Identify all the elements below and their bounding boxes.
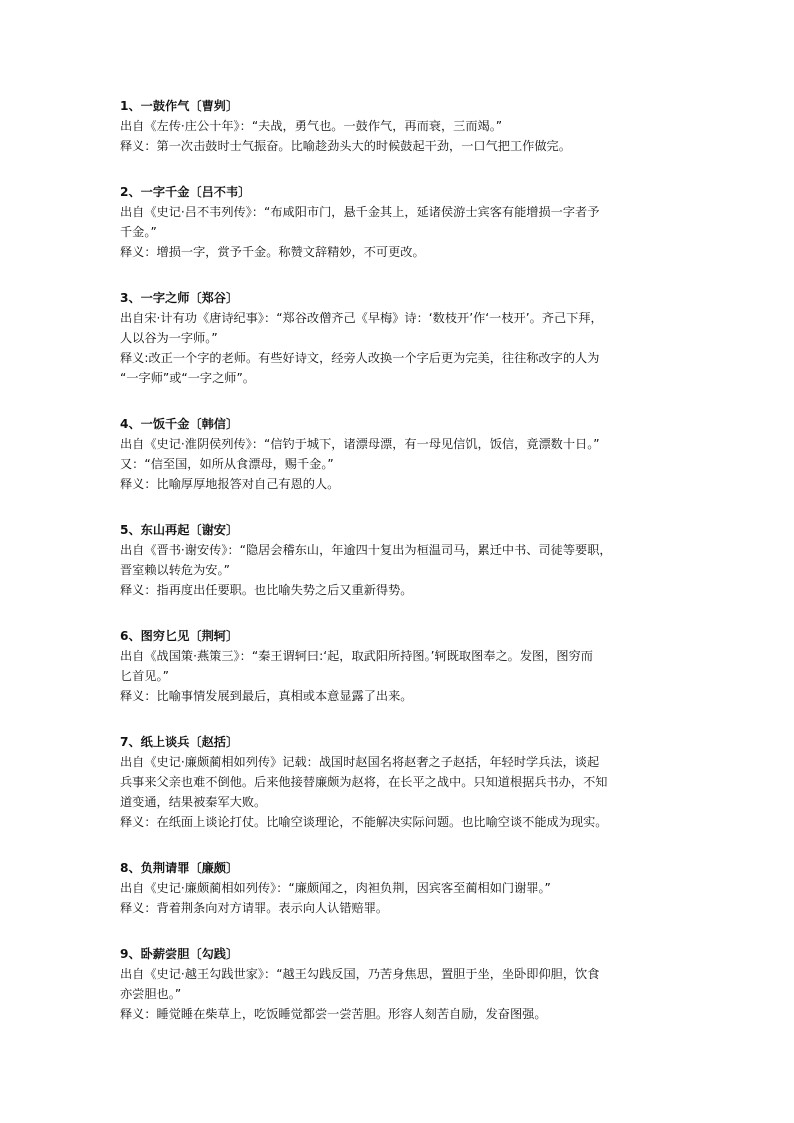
idiom-meaning-line: 释义：增损一字，赏予千金。称赞文辞精妙，不可更改。 — [120, 245, 425, 259]
idiom-title: 6、图穷匕见〔荆轲〕 — [120, 629, 239, 643]
idiom-source-line: 出自宋·计有功《唐诗纪事》：“郑谷改僧齐己《早梅》诗：‘数枝开’作‘一枝开’。齐己下拜， — [120, 311, 603, 325]
idiom-title: 8、负荆请罪〔廉颇〕 — [120, 861, 239, 875]
idiom-entry — [120, 288, 690, 388]
idiom-title: 2、一字千金〔吕不韦〕 — [120, 185, 251, 199]
idiom-source-line: 出自《晋书·谢安传》：“隐居会稽东山，年逾四十复出为桓温司马，累迁中书、司徒等要职， — [120, 543, 612, 557]
idiom-entry — [120, 182, 690, 262]
idiom-entry — [120, 520, 690, 600]
idiom-source-line: 又：“信至国，如所从食漂母，赐千金。” — [120, 457, 334, 471]
idiom-source-line: 千金。” — [120, 225, 157, 239]
idiom-source-line: 亦尝胆也。” — [120, 987, 182, 1001]
idiom-source-line: 匕首见。” — [120, 669, 169, 683]
document-page — [120, 96, 690, 1050]
idiom-title: 7、纸上谈兵〔赵括〕 — [120, 735, 239, 749]
idiom-title: 1、一鼓作气〔曹刿〕 — [120, 99, 239, 113]
idiom-meaning-line: 释义：比喻厚厚地报答对自己有恩的人。 — [120, 477, 340, 491]
idiom-meaning-line: 释义：睡觉睡在柴草上，吃饭睡觉都尝一尝苦胆。形容人刻苦自励，发奋图强。 — [120, 1007, 547, 1021]
idiom-meaning-line: 释义：背着荆条向对方请罪。表示向人认错赔罪。 — [120, 901, 389, 915]
idiom-entry — [120, 732, 690, 832]
idiom-meaning-line: 释义：第一次击鼓时士气振奋。比喻趁劲头大的时候鼓起干劲，一口气把工作做完。 — [120, 139, 571, 153]
idiom-title: 3、一字之师〔郑谷〕 — [120, 291, 239, 305]
idiom-title: 5、东山再起〔谢安〕 — [120, 523, 239, 537]
idiom-entry — [120, 414, 690, 494]
idiom-source-line: 兵事来父亲也难不倒他。后来他接替廉颇为赵将，在长平之战中。只知道根据兵书办，不知 — [120, 775, 608, 789]
idiom-source-line: 出自《左传·庄公十年》：“夫战，勇气也。一鼓作气，再而衰，三而竭。” — [120, 119, 503, 133]
idiom-meaning-line: 释义：在纸面上谈论打仗。比喻空谈理论，不能解决实际问题。也比喻空谈不能成为现实。 — [120, 815, 608, 829]
idiom-source-line: 出自《史记·淮阴侯列传》：“信钓于城下，诸漂母漂，有一母见信饥，饭信，竟漂数十日。” — [120, 437, 600, 451]
idiom-entry — [120, 944, 690, 1024]
idiom-entry — [120, 858, 690, 918]
idiom-title: 9、卧薪尝胆〔勾践〕 — [120, 947, 239, 961]
idiom-meaning-line: 释义：指再度出任要职。也比喻失势之后又重新得势。 — [120, 583, 413, 597]
idiom-source-line: 道变通，结果被秦军大败。 — [120, 795, 267, 809]
idiom-source-line: 出自《史记·廉颇蔺相如列传》记载：战国时赵国名将赵奢之子赵括，年轻时学兵法，谈起 — [120, 755, 600, 769]
idiom-source-line: 人以谷为一字师。” — [120, 331, 218, 345]
idiom-entry — [120, 96, 690, 156]
idiom-source-line: 出自《史记·廉颇蔺相如列传》：“廉颇闻之，肉袒负荆，因宾客至蔺相如门谢罪。” — [120, 881, 551, 895]
idiom-meaning-line: 释义:改正一个字的老师。有些好诗文，经旁人改换一个字后更为完美，往往称改字的人为 — [120, 351, 600, 365]
idiom-meaning-line: “一字师”或“一字之师”。 — [120, 371, 255, 385]
idiom-source-line: 出自《战国策·燕策三》：“秦王谓轲曰:‘起，取武阳所持图。’轲既取图奉之。发图，图穷而 — [120, 649, 593, 663]
idiom-entry — [120, 626, 690, 706]
idiom-meaning-line: 释义：比喻事情发展到最后，真相或本意显露了出来。 — [120, 689, 413, 703]
idiom-source-line: 出自《史记·越王勾践世家》：“越王勾践反国，乃苦身焦思，置胆于坐，坐卧即仰胆，饮食 — [120, 967, 600, 981]
idiom-title: 4、一饭千金〔韩信〕 — [120, 417, 239, 431]
idiom-source-line: 出自《史记·吕不韦列传》：“布咸阳市门，悬千金其上，延诸侯游士宾客有能增损一字者予 — [120, 205, 600, 219]
idiom-source-line: 晋室赖以转危为安。” — [120, 563, 230, 577]
